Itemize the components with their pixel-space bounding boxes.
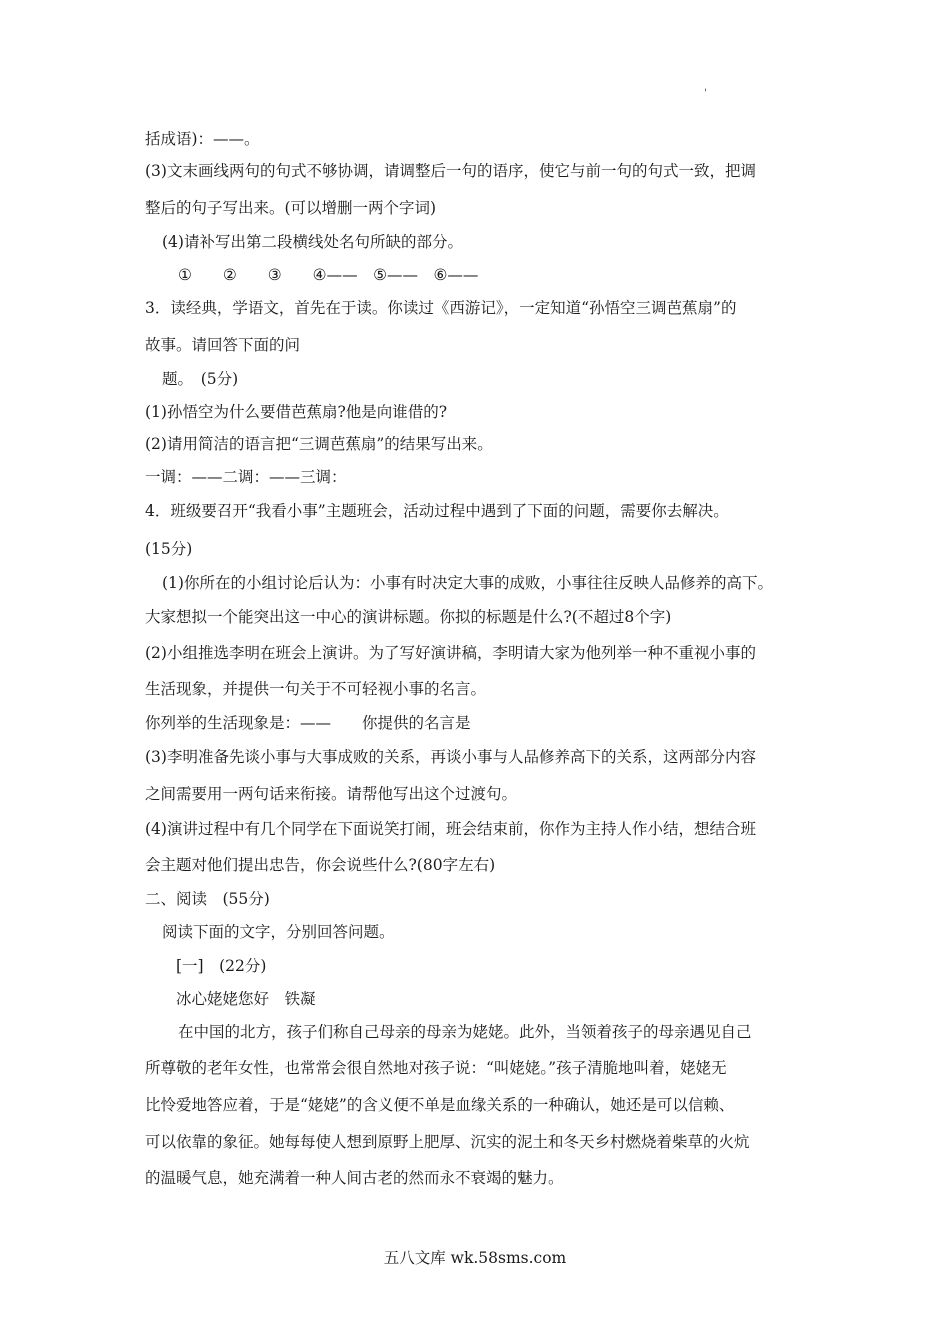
text-line: (3)文末画线两句的句式不够协调，请调整后一句的语序，使它与前一句的句式一致，把调: [145, 162, 756, 180]
text-line: 生活现象，并提供一句关于不可轻视小事的名言。: [145, 680, 487, 698]
footer-watermark: 五八文库 wk.58sms.com: [383, 1249, 567, 1267]
text-line: 你列举的生活现象是：—— 你提供的名言是: [145, 714, 471, 732]
text-line: (3)李明准备先谈小事与大事成败的关系，再谈小事与人品修养高下的关系，这两部分内容: [145, 748, 756, 766]
text-line: (1)你所在的小组讨论后认为：小事有时决定大事的成败，小事往往反映人品修养的高下。: [162, 574, 773, 592]
text-line: 题。 (5分): [162, 370, 239, 388]
section-heading: 二、阅读 (55分): [145, 890, 270, 908]
header-mark: ': [704, 88, 707, 99]
text-line: 故事。请回答下面的问: [145, 336, 301, 354]
text-line: 会主题对他们提出忠告，你会说些什么?(80字左右): [145, 856, 496, 874]
subsection-heading: [一] (22分): [176, 957, 267, 975]
text-line: (4)演讲过程中有几个同学在下面说笑打闹，班会结束前，你作为主持人作小结，想结合班: [145, 820, 756, 838]
text-line: 之间需要用一两句话来衔接。请帮他写出这个过渡句。: [145, 785, 518, 803]
text-line: ① ② ③ ④—— ⑤—— ⑥——: [178, 266, 479, 284]
text-line: 比怜爱地答应着，于是“姥姥”的含义便不单是血缘关系的一种确认，她还是可以信赖、: [145, 1096, 735, 1114]
article-title: 冰心姥姥您好 铁凝: [176, 990, 316, 1008]
text-line: 在中国的北方，孩子们称自己母亲的母亲为姥姥。此外，当领着孩子的母亲遇见自己: [178, 1023, 752, 1041]
text-line: (15分): [145, 540, 193, 558]
text-line: (2)小组推选李明在班会上演讲。为了写好演讲稿，李明请大家为他列举一种不重视小事的: [145, 644, 756, 662]
text-line: 所尊敬的老年女性，也常常会很自然地对孩子说：“叫姥姥。”孩子清脆地叫着，姥姥无: [145, 1059, 727, 1077]
text-line: 括成语)：——。: [145, 130, 260, 148]
text-line: 4．班级要召开“我看小事”主题班会，活动过程中遇到了下面的问题，需要你去解决。: [145, 502, 729, 520]
text-line: 整后的句子写出来。(可以增删一两个字词): [145, 199, 437, 217]
text-line: (2)请用简洁的语言把“三调芭蕉扇”的结果写出来。: [145, 435, 493, 453]
text-line: 大家想拟一个能突出这一中心的演讲标题。你拟的标题是什么?(不超过8个字): [145, 608, 672, 626]
text-line: (1)孙悟空为什么要借芭蕉扇?他是向谁借的?: [145, 403, 448, 421]
text-line: 阅读下面的文字，分别回答问题。: [162, 923, 395, 941]
text-line: 3．读经典，学语文，首先在于读。你读过《西游记》，一定知道“孙悟空三调芭蕉扇”的: [145, 299, 737, 317]
text-line: 可以依靠的象征。她每每使人想到原野上肥厚、沉实的泥土和冬天乡村燃烧着柴草的火炕: [145, 1133, 750, 1151]
text-line: 的温暖气息，她充满着一种人间古老的然而永不衰竭的魅力。: [145, 1169, 564, 1187]
text-line: 一调：——二调：——三调：: [145, 468, 347, 486]
text-line: (4)请补写出第二段横线处名句所缺的部分。: [162, 233, 463, 251]
